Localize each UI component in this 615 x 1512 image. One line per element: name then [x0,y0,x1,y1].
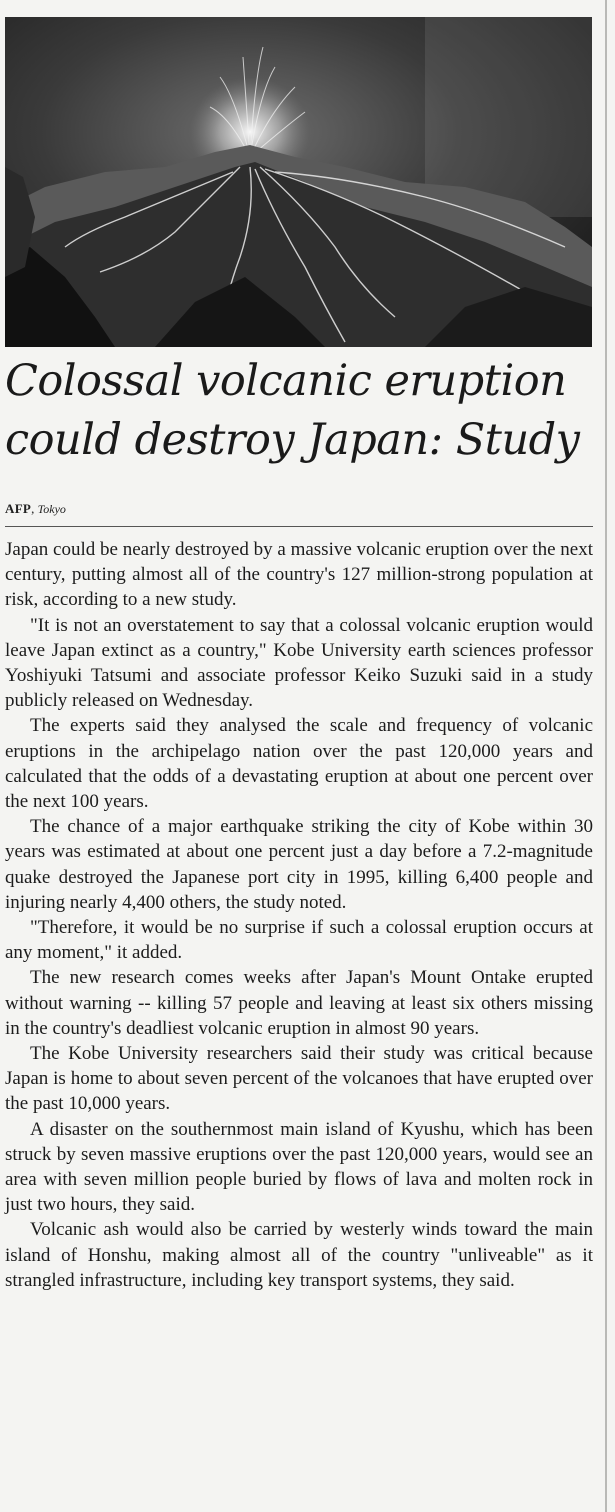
volcano-eruption-photo [5,17,592,347]
article-headline: Colossal volcanic eruption could destroy Japan: Study [5,356,580,465]
article-paragraph: The chance of a major earthquake striking the city of Kobe within 30 years was estimated at about one percent just a day before a 7.2-magnitude quake destroyed the Japanese port city in 1995, killing 6,400 people and injuring nearly 4,400 others, the study noted. [5,816,593,913]
byline-divider [5,526,593,527]
article-body [5,537,593,1293]
article-paragraph: "Therefore, it would be no surprise if such a colossal eruption occurs at any moment," it added. [5,917,593,964]
article-paragraph: "It is not an overstatement to say that a colossal volcanic eruption would leave Japan extinct as a country," Kobe University earth sciences professor Yoshiyuki Tatsumi and associate professor Keiko Suzuki said in a study publicly released on Wednesday. [5,614,593,712]
byline-city: Tokyo [37,502,66,516]
article-paragraph: The experts said they analysed the scale and frequency of volcanic eruptions in the archipelago nation over the past 120,000 years and calculated that the odds of a devastating eruption at about one percent over the next 100 years. [5,715,593,813]
article-paragraph: The new research comes weeks after Japan's Mount Ontake erupted without warning -- killing 57 people and leaving at least six others missing in the country's deadliest volcanic eruption in almost 90 years. [5,967,593,1039]
article-paragraph: Japan could be nearly destroyed by a massive volcanic eruption over the next century, putting almost all of the country's 127 million-strong population at risk, according to a new study. [5,539,593,611]
article-paragraph: The Kobe University researchers said their study was critical because Japan is home to about seven percent of the volcanoes that have erupted over the past 10,000 years. [5,1043,593,1115]
byline-agency: AFP [5,501,32,516]
article-paragraph: A disaster on the southernmost main island of Kyushu, which has been struck by seven massive eruptions over the past 120,000 years, would see an area with seven million people buried by flows of lava and molten rock in just two hours, they said. [5,1118,593,1216]
byline [5,501,66,517]
column-divider [605,0,607,1512]
byline-separator: , [31,501,38,516]
article-paragraph: Volcanic ash would also be carried by westerly winds toward the main island of Honshu, making almost all of the country "unliveable" as it strangled infrastructure, including key transport systems, they said. [5,1219,593,1291]
